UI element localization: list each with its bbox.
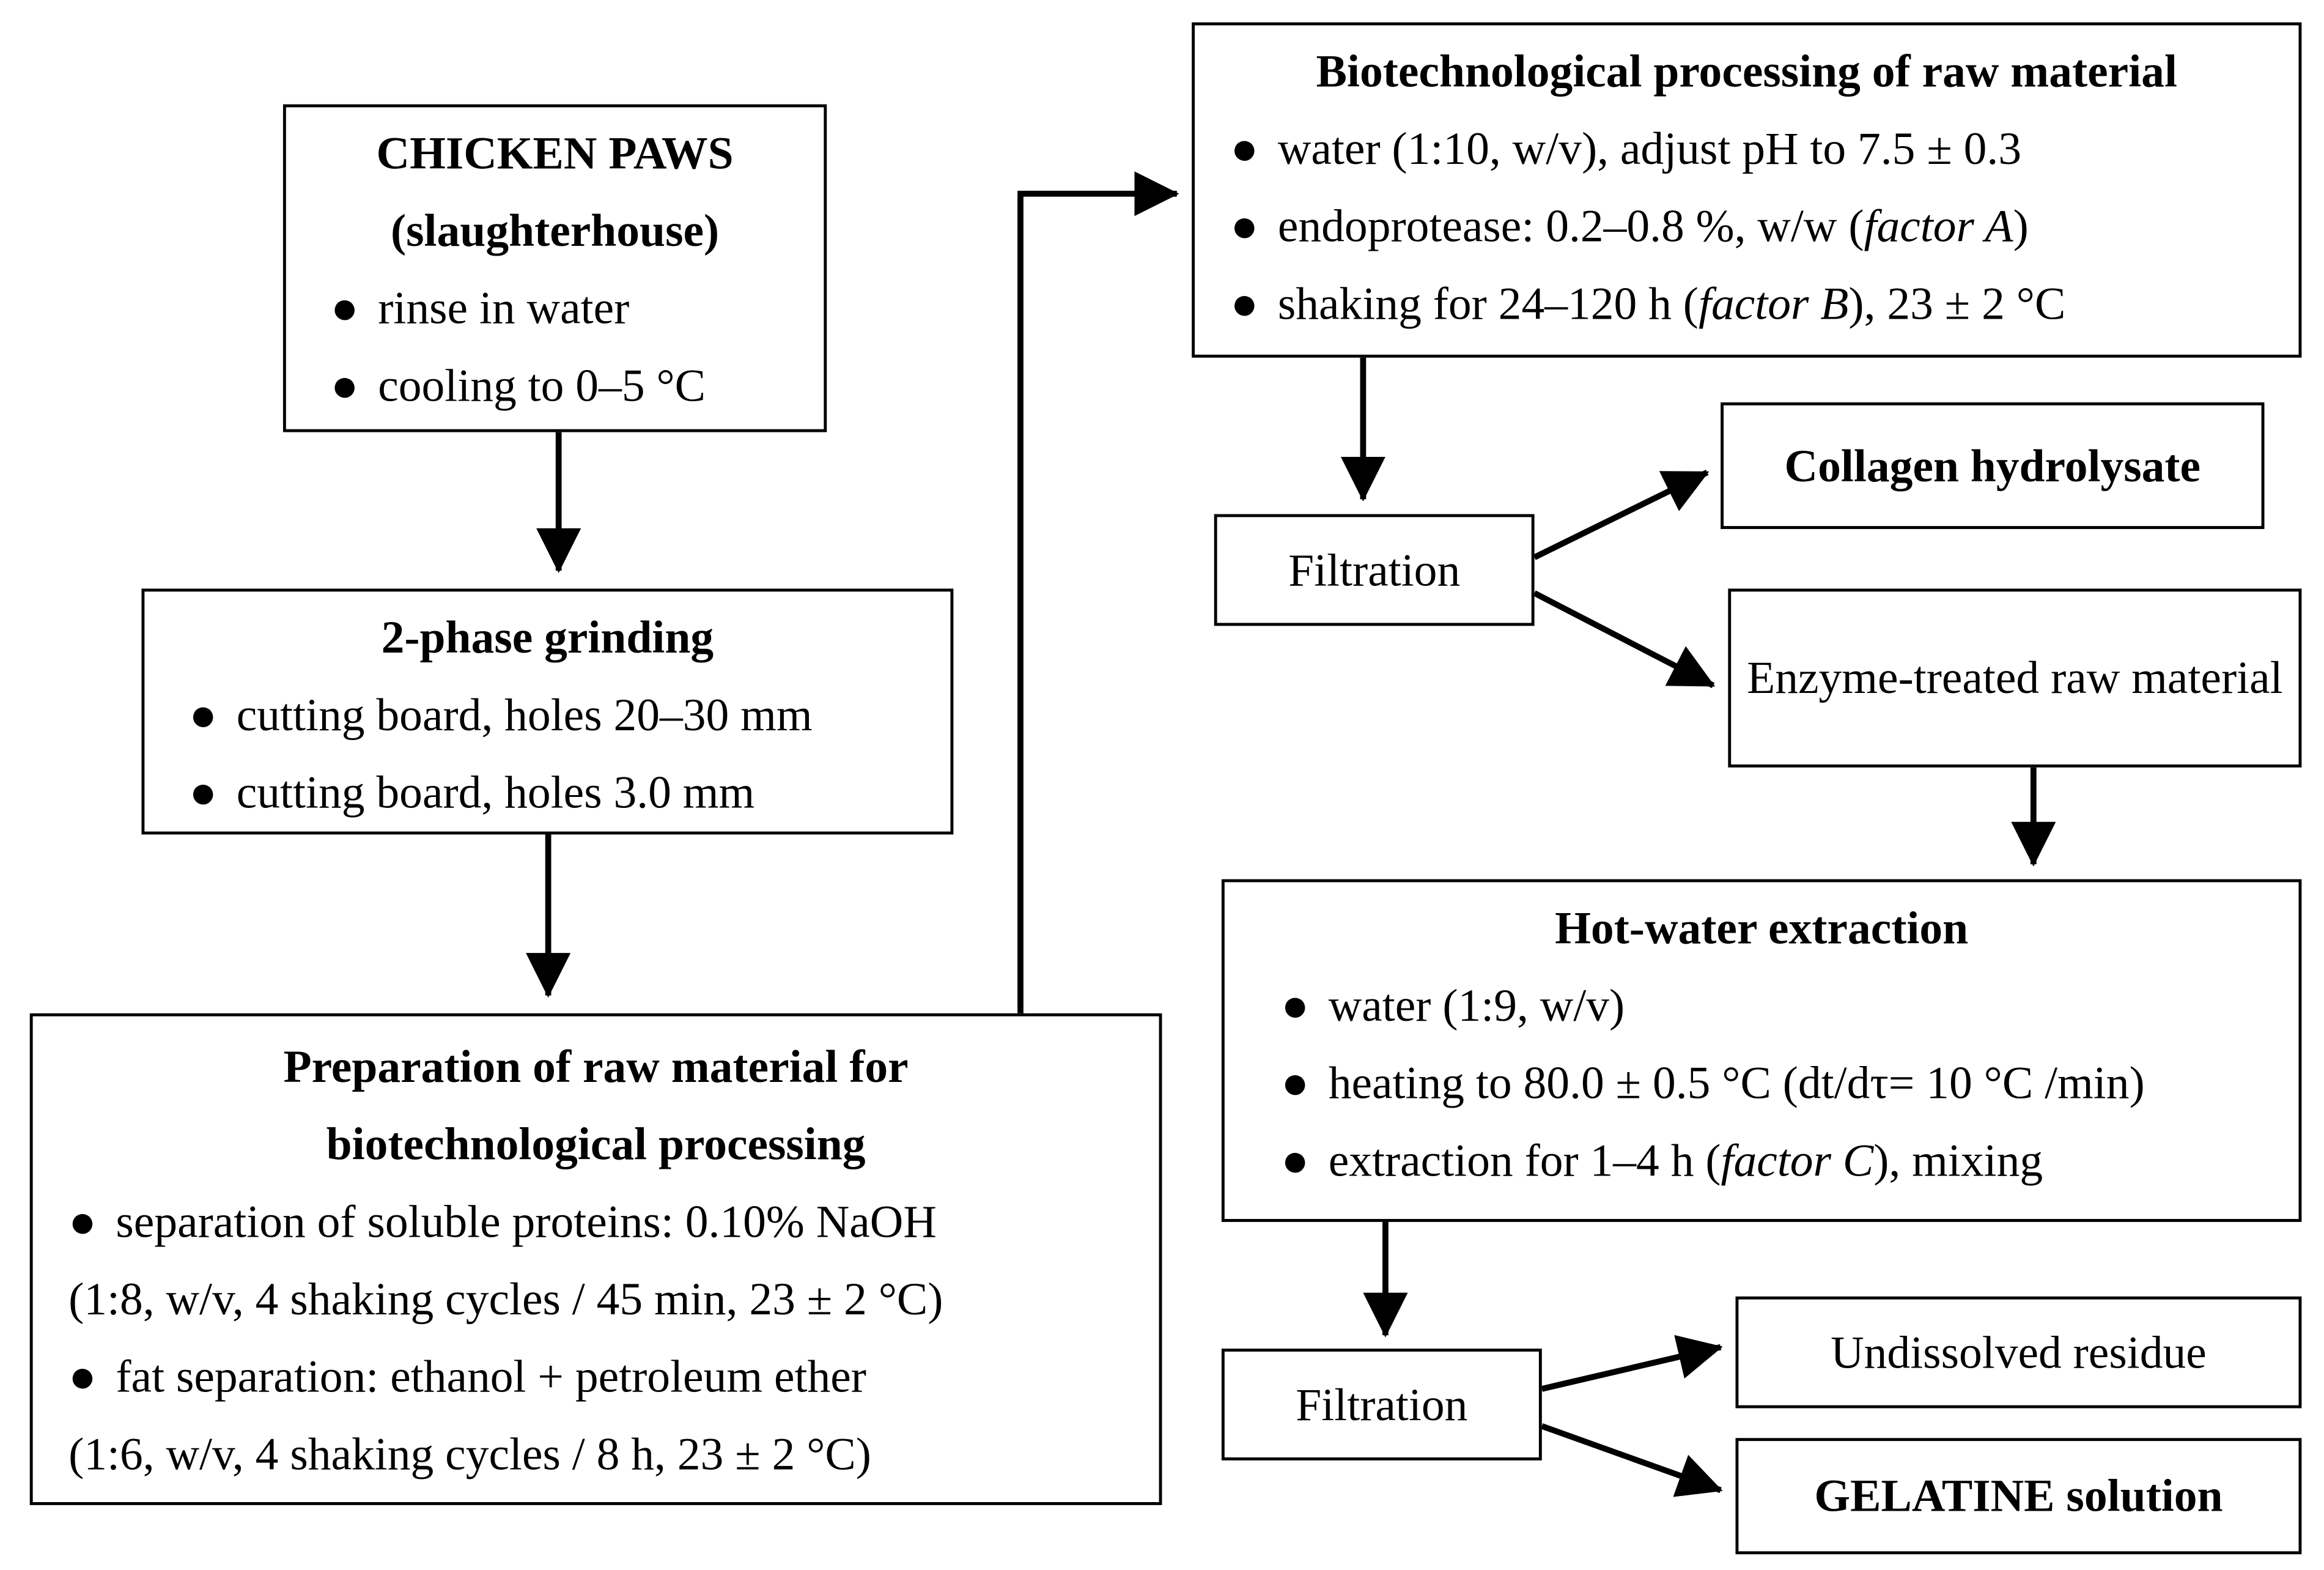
- bullet-line: [1260, 1045, 2263, 1122]
- bullet-line: [1231, 110, 2263, 188]
- bullet-text: water (1:10, w/v), adjust pH to 7.5 ± 0.3: [1277, 122, 2022, 175]
- bullet-line: [180, 676, 915, 754]
- box-title: 2-phase grinding: [381, 610, 714, 664]
- bullet-line: [68, 1183, 1123, 1261]
- undissolved-residue-box: [1736, 1297, 2302, 1409]
- bullet-text: endoprotease: 0.2–0.8 %, w/w (: [1277, 199, 1864, 252]
- arrow-filtration1-to-enzyme: [1535, 593, 1713, 686]
- chicken-paws-box: [283, 105, 827, 432]
- arrow-preparation-to-biotech: [1020, 194, 1177, 1013]
- grinding-box: [141, 588, 953, 834]
- box-label: Enzyme-treated raw material: [1747, 651, 2283, 704]
- box-title: Biotechnological processing of raw material: [1316, 45, 2177, 97]
- bullet-line: [180, 754, 915, 832]
- bullet-text: cutting board, holes 3.0 mm: [236, 766, 755, 818]
- box-title-line: Preparation of raw material for: [283, 1040, 909, 1092]
- bullet-text: extraction for 1–4 h (: [1328, 1134, 1721, 1187]
- bullet-icon: ●: [1281, 1056, 1310, 1109]
- bullet-text-italic: factor A: [1864, 199, 2013, 252]
- bullet-text: separation of soluble proteins: 0.10% NaOH: [116, 1195, 937, 1248]
- bullet-line: [1260, 1122, 2263, 1200]
- bullet-line: [1231, 265, 2263, 343]
- bullet-line: [68, 1338, 1123, 1416]
- bullet-text: cutting board, holes 20–30 mm: [236, 688, 813, 741]
- bullet-text: water (1:9, w/v): [1328, 979, 1625, 1032]
- box-title-line: CHICKEN PAWS: [376, 127, 734, 179]
- bullet-line: [322, 270, 788, 347]
- bullet-text: ), mixing: [1873, 1134, 2043, 1187]
- bullet-icon: ●: [1281, 979, 1310, 1032]
- bullet-line: [322, 347, 788, 425]
- continuation-line: (1:6, w/v, 4 shaking cycles / 8 h, 23 ± 2 °C): [68, 1427, 871, 1480]
- bullet-text: fat separation: ethanol + petroleum ether: [116, 1350, 866, 1402]
- box-label: Undissolved residue: [1831, 1325, 2207, 1378]
- box-title: Hot-water extraction: [1555, 902, 1969, 954]
- box-label: Filtration: [1296, 1377, 1468, 1430]
- bullet-icon: ●: [68, 1350, 97, 1402]
- bullet-text: shaking for 24–120 h (: [1277, 277, 1699, 330]
- bullet-icon: ●: [1230, 122, 1259, 175]
- bullet-text: cooling to 0–5 °C: [378, 359, 706, 412]
- bullet-icon: ●: [330, 359, 359, 412]
- box-label: Filtration: [1288, 543, 1461, 596]
- continuation-line: (1:8, w/v, 4 shaking cycles / 45 min, 23 ± 2 °C): [68, 1272, 943, 1325]
- bullet-icon: ●: [68, 1195, 97, 1248]
- box-title-line: (slaughterhouse): [391, 204, 720, 257]
- bullet-icon: ●: [189, 766, 218, 818]
- preparation-box: [30, 1013, 1162, 1505]
- arrow-filtration2-to-undissolved: [1542, 1347, 1721, 1389]
- bullet-line: [1231, 188, 2263, 265]
- bullet-text-italic: factor B: [1698, 277, 1849, 330]
- biotech-processing-box: [1192, 23, 2301, 358]
- bullet-icon: ●: [1230, 199, 1259, 252]
- bullet-line: [1260, 967, 2263, 1045]
- bullet-icon: ●: [189, 688, 218, 741]
- bullet-icon: ●: [330, 281, 359, 334]
- bullet-text: heating to 80.0 ± 0.5 °C (dt/dτ= 10 °C /min): [1328, 1056, 2145, 1109]
- arrow-filtration2-to-gelatine: [1542, 1426, 1721, 1490]
- box-label: GELATINE solution: [1814, 1469, 2223, 1522]
- arrow-filtration1-to-collagen: [1535, 472, 1708, 557]
- box-label: Collagen hydrolysate: [1784, 439, 2201, 491]
- box-title-line: biotechnological processing: [326, 1117, 866, 1170]
- enzyme-treated-box: [1728, 588, 2301, 767]
- filtration-box-1: [1214, 514, 1535, 626]
- bullet-text: ): [2013, 199, 2029, 252]
- bullet-icon: ●: [1281, 1134, 1310, 1187]
- hot-water-extraction-box: [1222, 879, 2301, 1222]
- collagen-hydrolysate-box: [1721, 402, 2264, 529]
- gelatine-solution-box: [1736, 1438, 2302, 1554]
- bullet-text-italic: factor C: [1721, 1134, 1874, 1187]
- bullet-text: ), 23 ± 2 °C: [1848, 277, 2066, 330]
- filtration-box-2: [1222, 1349, 1542, 1461]
- bullet-icon: ●: [1230, 277, 1259, 330]
- bullet-text: rinse in water: [378, 281, 630, 334]
